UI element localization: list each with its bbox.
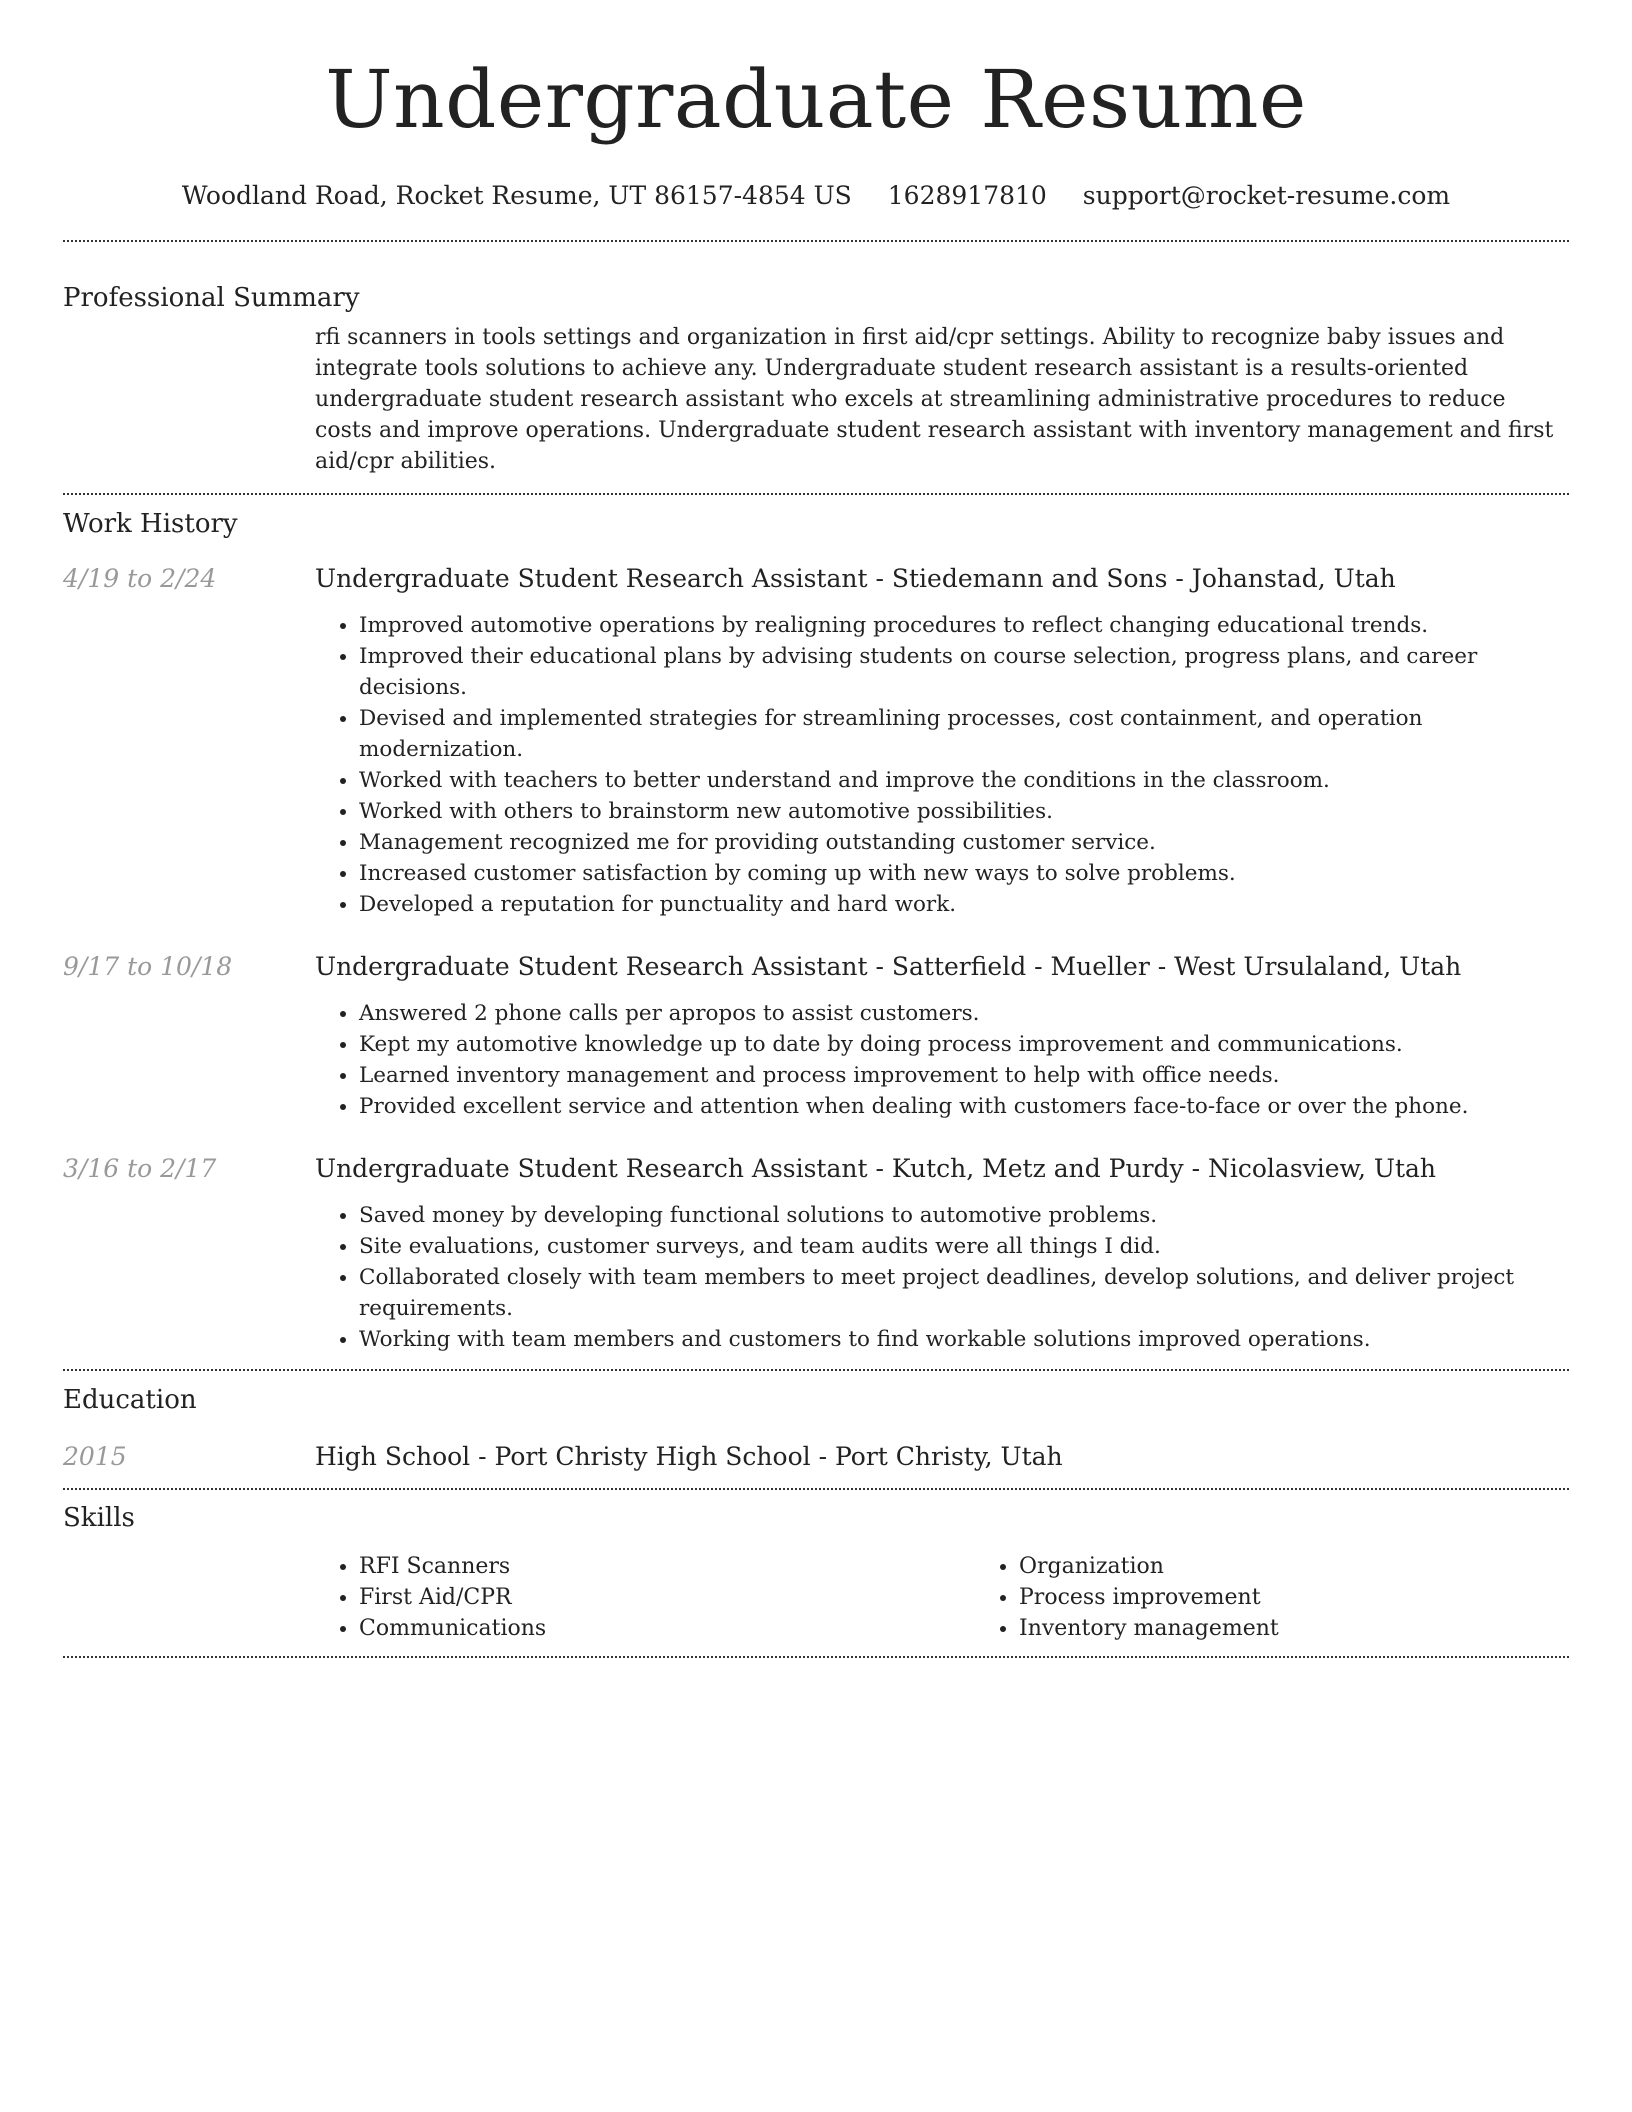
job-bullets — [315, 610, 1569, 920]
skills-title: Skills — [63, 1503, 135, 1533]
job-bullet-item: • Working with team members and customers to find workable solutions improved operations. — [359, 1324, 1569, 1355]
job-bullet-item: • Improved automotive operations by realigning procedures to reflect changing educational trends. — [359, 610, 1569, 641]
skill-item: • Organization — [1019, 1551, 1632, 1582]
job-bullets — [315, 998, 1569, 1122]
resume-header — [63, 0, 1569, 212]
job-bullet-item: • Developed a reputation for punctuality and hard work. — [359, 889, 1569, 920]
job-dates: 9/17 to 10/18 — [63, 952, 233, 981]
skill-item: • Communications — [359, 1613, 975, 1644]
job-bullet-item: • Devised and implemented strategies for streamlining processes, cost containment, and operation modernization. — [359, 703, 1569, 765]
job-bullets — [315, 1200, 1569, 1355]
skill-item: • Process improvement — [1019, 1582, 1632, 1613]
job-dates: 4/19 to 2/24 — [63, 564, 217, 593]
job-bullet-item: • Worked with teachers to better understand and improve the conditions in the classroom. — [359, 765, 1569, 796]
job-details — [315, 1152, 1569, 1355]
job-title: Undergraduate Student Research Assistant - Stiedemann and Sons - Johanstad, Utah — [315, 564, 1396, 593]
contact-address: Woodland Road, Rocket Resume, UT 86157-4854 US — [181, 181, 852, 210]
job-details — [315, 950, 1569, 1122]
contact-email: support@rocket-resume.com — [1082, 181, 1451, 210]
job-bullet-item: • Answered 2 phone calls per apropos to assist customers. — [359, 998, 1569, 1029]
work-history-title: Work History — [63, 509, 238, 539]
education-detail: High School - Port Christy High School - Port Christy, Utah — [315, 1442, 1063, 1471]
job-header — [63, 1152, 1569, 1355]
job-title: Undergraduate Student Research Assistant - Satterfield - Mueller - West Ursulaland, Utah — [315, 952, 1462, 981]
job-entry — [63, 950, 1569, 1122]
skills-list-left — [315, 1551, 975, 1644]
job-bullet-item: • Learned inventory management and process improvement to help with office needs. — [359, 1060, 1569, 1091]
job-details — [315, 562, 1569, 920]
education-title: Education — [63, 1385, 197, 1415]
skill-item: • Inventory management — [1019, 1613, 1632, 1644]
job-dates: 3/16 to 2/17 — [63, 1154, 217, 1183]
summary-text: rfi scanners in tools settings and organization in first aid/cpr settings. Ability to recognize baby issues and integrate tools solutions to achieve any. Undergraduate student research assistant is a results-oriented undergraduate student research assistant who excels at streamlining administrative procedures to reduce costs and improve operations. Undergraduate student research assistant with inventory management and first aid/cpr abilities. — [315, 325, 1554, 474]
page-title: Undergraduate Resume — [325, 53, 1307, 146]
job-bullet-item: • Increased customer satisfaction by coming up with new ways to solve problems. — [359, 858, 1569, 889]
divider — [63, 1656, 1569, 1658]
job-header — [63, 950, 1569, 1122]
job-bullet-item: • Management recognized me for providing outstanding customer service. — [359, 827, 1569, 858]
skills-list-right — [975, 1551, 1632, 1644]
contact-phone: 1628917810 — [887, 181, 1047, 210]
skill-item: • First Aid/CPR — [359, 1582, 975, 1613]
job-bullet-item: • Worked with others to brainstorm new automotive possibilities. — [359, 796, 1569, 827]
job-bullet-item: • Kept my automotive knowledge up to date by doing process improvement and communications. — [359, 1029, 1569, 1060]
job-bullet-item: • Collaborated closely with team members to meet project deadlines, develop solutions, and deliver project requirements. — [359, 1262, 1569, 1324]
summary-title: Professional Summary — [63, 283, 360, 313]
job-bullet-item: • Saved money by developing functional solutions to automotive problems. — [359, 1200, 1569, 1231]
education-year: 2015 — [63, 1442, 127, 1471]
job-bullet-item: • Site evaluations, customer surveys, and team audits were all things I did. — [359, 1231, 1569, 1262]
summary-section — [63, 242, 1569, 477]
job-entry — [63, 562, 1569, 920]
job-bullet-item: • Improved their educational plans by advising students on course selection, progress plans, and career decisions. — [359, 641, 1569, 703]
skill-item: • RFI Scanners — [359, 1551, 975, 1582]
education-entry — [63, 1440, 1569, 1474]
contact-line — [63, 180, 1569, 212]
skills-section — [63, 1490, 1569, 1644]
job-entry — [63, 1152, 1569, 1355]
job-bullet-item: • Provided excellent service and attention when dealing with customers face-to-face or over the phone. — [359, 1091, 1569, 1122]
job-title: Undergraduate Student Research Assistant - Kutch, Metz and Purdy - Nicolasview, Utah — [315, 1154, 1437, 1183]
job-header — [63, 562, 1569, 920]
job-list — [63, 562, 1569, 1355]
education-section — [63, 1371, 1569, 1474]
skills-grid — [315, 1551, 1569, 1644]
work-history-section — [63, 495, 1569, 1355]
